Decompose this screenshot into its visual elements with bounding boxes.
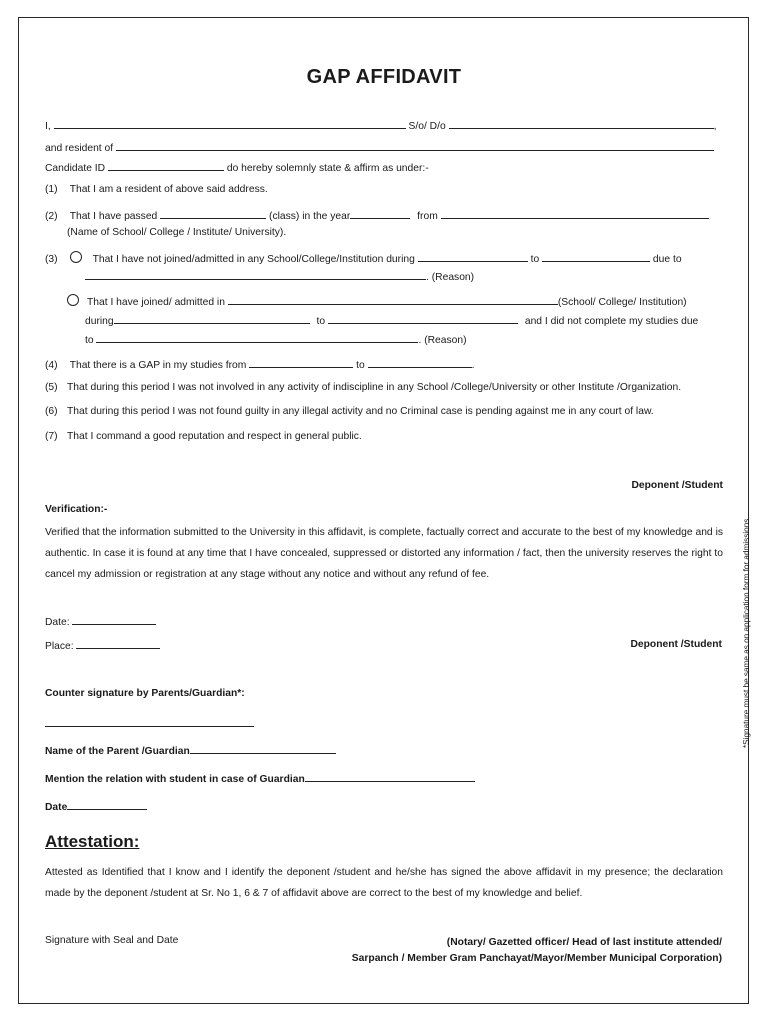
relation-label: Mention the relation with student in case of Guardian: [45, 774, 305, 785]
item-text: That there is a GAP in my studies from: [69, 360, 247, 371]
item-text: and I did not complete my studies due: [524, 316, 699, 327]
to-field[interactable]: [542, 251, 650, 262]
place-line: [45, 638, 160, 653]
date-label: Date:: [45, 617, 70, 628]
year-field[interactable]: [350, 208, 410, 219]
parent-name-field[interactable]: [449, 118, 714, 129]
class-field[interactable]: [160, 208, 266, 219]
joined-reason-field[interactable]: [96, 332, 418, 343]
item-3b-during: [85, 313, 698, 328]
place-label: Place:: [45, 641, 74, 652]
joined-institution-field[interactable]: [228, 294, 558, 305]
item-number: (5): [45, 382, 58, 393]
item-text: (School/ College/ Institution): [557, 297, 687, 308]
reason-label: . (Reason): [418, 335, 467, 346]
item-text: to: [316, 316, 326, 327]
item-4: (4) That there is a GAP in my studies from to .: [45, 357, 474, 372]
intro-line-candidate: [45, 160, 429, 175]
affirm-text: do hereby solemnly state & affirm as under:-: [226, 163, 429, 174]
relation-line: [45, 771, 475, 786]
item-text: That I have not joined/admitted in any School/College/Institution during: [92, 254, 415, 265]
item-text: due to: [652, 254, 682, 265]
item-number: (2): [45, 211, 58, 222]
parent-name-label: Name of the Parent /Guardian: [45, 746, 190, 757]
officer-line-2: Sarpanch / Member Gram Panchayat/Mayor/Member Municipal Corporation): [351, 953, 722, 964]
gap-from-field[interactable]: [249, 357, 353, 368]
document-title: GAP AFFIDAVIT: [306, 66, 462, 88]
item-3b-reason: [85, 332, 467, 347]
date-line: [45, 614, 156, 629]
item-text: That I am a resident of above said address.: [69, 184, 268, 195]
name-field[interactable]: [54, 118, 406, 129]
reason-field[interactable]: [85, 269, 426, 280]
joined-during-field[interactable]: [114, 313, 310, 324]
item-number: (4): [45, 360, 58, 371]
item-text: to: [356, 360, 365, 371]
item-number: (7): [45, 431, 58, 442]
candidate-id-label: Candidate ID: [45, 163, 106, 174]
item-text: That during this period I was not found guilty in any illegal activity and no Criminal case is pending against me in any court of law.: [67, 406, 654, 417]
intro-line-name: I, S/o/ D/o ,: [45, 118, 716, 133]
counter-date-line: [45, 799, 147, 814]
relation-field[interactable]: [305, 771, 475, 782]
deponent-label-2: Deponent /Student: [630, 639, 722, 650]
item-5: [45, 381, 681, 394]
counter-signature-heading: Counter signature by Parents/Guardian*:: [45, 688, 245, 699]
institution-field[interactable]: [441, 208, 709, 219]
verification-text: Verified that the information submitted to the University in this affidavit, is complete, factually correct and accurate to the best of my knowledge and is authentic. In case it is found at any time that I have concealed, suppressed or distorted any information / fact, then the university reserves the right to cancel my admission or registration at any stage without any notice and without any refund of fee.: [45, 527, 723, 580]
item-3: [45, 251, 682, 266]
item-text: to: [530, 254, 540, 265]
radio-joined[interactable]: [67, 294, 79, 306]
item-text: That I have joined/ admitted in: [87, 297, 225, 308]
item-number: (6): [45, 406, 58, 417]
counter-date-label: Date: [45, 802, 68, 813]
item-text: That during this period I was not involved in any activity of indiscipline in any School /College/University or other Institute /Organization.: [67, 382, 682, 393]
item-number: (3): [45, 254, 58, 265]
date-field[interactable]: [72, 614, 156, 625]
item-3-reason-line: [85, 269, 474, 284]
gap-to-field[interactable]: [368, 357, 472, 368]
item-text: to: [85, 335, 94, 346]
reason-label: . (Reason): [426, 272, 475, 283]
attestation-text: Attested as Identified that I know and I identify the deponent /student and he/she has signed the above affidavit in my presence; the declaration made by the deponent /student at Sr. No 1, 6 & 7 of affidavit above are correct to the best of my knowledge and belief.: [45, 867, 723, 899]
item-text: That I command a good reputation and respect in general public.: [67, 431, 362, 442]
deponent-label: Deponent /Student: [631, 480, 723, 491]
item-text: during: [85, 316, 114, 327]
parent-name-line: [45, 743, 336, 758]
item-1: [45, 183, 268, 196]
joined-to-field[interactable]: [328, 313, 518, 324]
item-3b: [67, 294, 687, 309]
so-do-label: S/o/ D/o: [408, 121, 446, 132]
item-6: [45, 405, 654, 418]
item-text: from: [417, 211, 438, 222]
parent-name-input[interactable]: [190, 743, 336, 754]
during-field[interactable]: [418, 251, 528, 262]
counter-date-field[interactable]: [67, 799, 147, 810]
item-2-sub: (Name of School/ College / Institute/ University).: [67, 227, 287, 238]
intro-i-label: I,: [45, 121, 51, 132]
item-2: [45, 208, 709, 223]
item-text: (class) in the year: [269, 211, 351, 222]
officer-line-1: (Notary/ Gazetted officer/ Head of last institute attended/: [446, 937, 722, 948]
place-field[interactable]: [76, 638, 160, 649]
attestation-heading: Attestation:: [45, 832, 140, 851]
address-field[interactable]: [116, 140, 714, 151]
counter-signature-line: [45, 716, 254, 731]
candidate-id-field[interactable]: [108, 160, 224, 171]
item-7: [45, 430, 362, 443]
intro-line-resident: [45, 140, 714, 155]
side-signature-note: *Signature must be same as on application form for admissions: [742, 518, 751, 748]
verification-heading: Verification:-: [45, 504, 108, 515]
guardian-signature-field[interactable]: [45, 716, 254, 727]
resident-label: and resident of: [45, 143, 114, 154]
signature-seal-label: Signature with Seal and Date: [45, 935, 179, 946]
radio-not-joined[interactable]: [70, 251, 82, 263]
item-text: That I have passed: [69, 211, 158, 222]
item-number: (1): [45, 184, 58, 195]
